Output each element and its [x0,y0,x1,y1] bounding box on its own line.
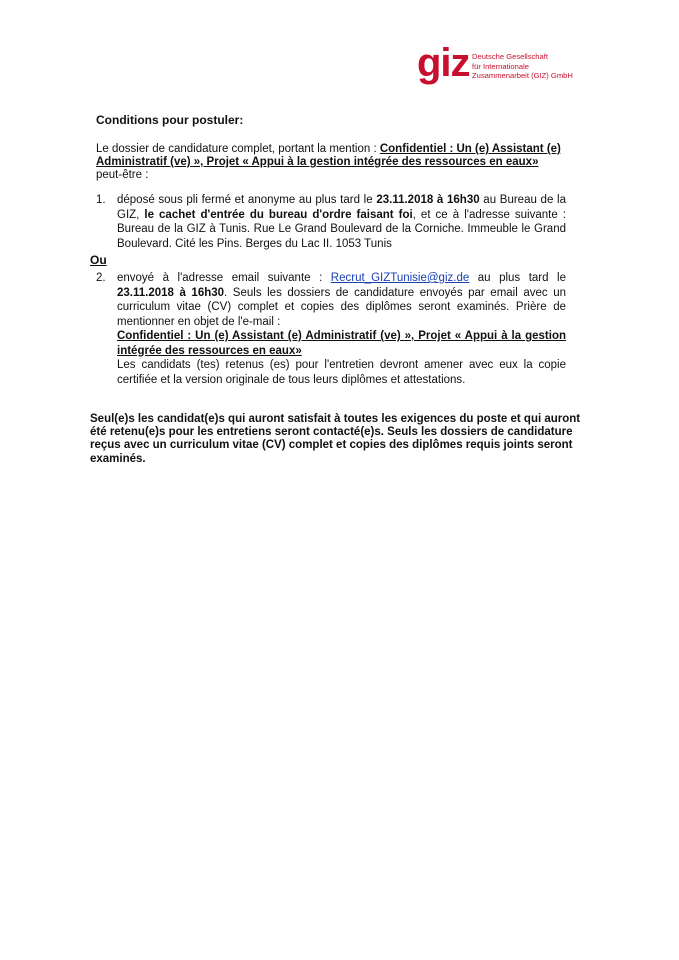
list-item-body [117,193,566,251]
giz-logo-line: Zusammenarbeit (GIZ) GmbH [472,71,573,81]
item-text: Les candidats (tes) retenus (es) pour l'entretien devront amener avec eux la copie certifiée et la version originale de tous leurs diplômes et attestations. [117,359,566,386]
giz-logo-wordmark: giz [417,41,470,85]
intro-mention: Confidentiel : Un (e) Assistant (e) Administratif (ve) », Projet « Appui à la gestion intégrée des ressources en eaux» [96,143,561,168]
intro-text-after: peut-être : [96,169,149,181]
ou-separator: Ou [90,253,107,267]
list-item-body [117,271,566,387]
list-number: 1. [96,194,106,206]
conclusion-paragraph: Seul(e)s les candidat(e)s qui auront satisfait à toutes les exigences du poste et qui auront été retenu(e)s pour les entretiens seront contacté(e)s. Seuls les dossiers de candidature reçus avec un curriculum vitae (CV) complet et copies des diplômes requis joints seront examinés. [90,413,581,465]
list-item-email [96,271,566,386]
deadline: 23.11.2018 à 16h30 [376,194,480,206]
item-text: déposé sous pli fermé et anonyme au plus tard le [117,194,377,206]
email-link[interactable]: Recrut_GIZTunisie@giz.de [330,272,470,284]
intro-text: Le dossier de candidature complet, portant la mention : [96,143,380,155]
giz-logo [417,41,587,86]
list-item-deposit [96,193,566,253]
item-text: , et ce à l'adresse suivante : Bureau de la GIZ à Tunis. Rue Le Grand Boulevard de la Corniche. Immeuble le Grand Boulevard. Cité les Pins. Berges du Lac II. 1053 Tunis [117,208,566,250]
item-text: au Bureau de la GIZ, [117,194,566,221]
email-subject-mention: Confidentiel : Un (e) Assistant (e) Administratif (ve) », Projet « Appui à la gestion intégrée des ressources en eaux» [117,330,566,357]
intro-paragraph [96,143,566,182]
item-text: envoyé à l'adresse email suivante : [117,272,331,284]
giz-logo-line: Deutsche Gesellschaft [472,52,548,61]
item-text: au plus tard le [469,272,566,284]
deadline: 23.11.2018 à 16h30 [117,286,225,299]
section-heading: Conditions pour postuler: [96,113,244,127]
giz-logo-caption [472,52,587,81]
list-number: 2. [96,272,106,284]
item-text: . Seuls les dossiers de candidature envoyés par email avec un curriculum vitae (CV) complet et copies des diplômes seront examinés. Prière de mentionner en objet de l'e-mail : [117,286,566,328]
giz-logo-line: für Internationale [472,61,529,71]
stamp-note: le cachet d'entrée du bureau d'ordre faisant foi [144,208,413,221]
